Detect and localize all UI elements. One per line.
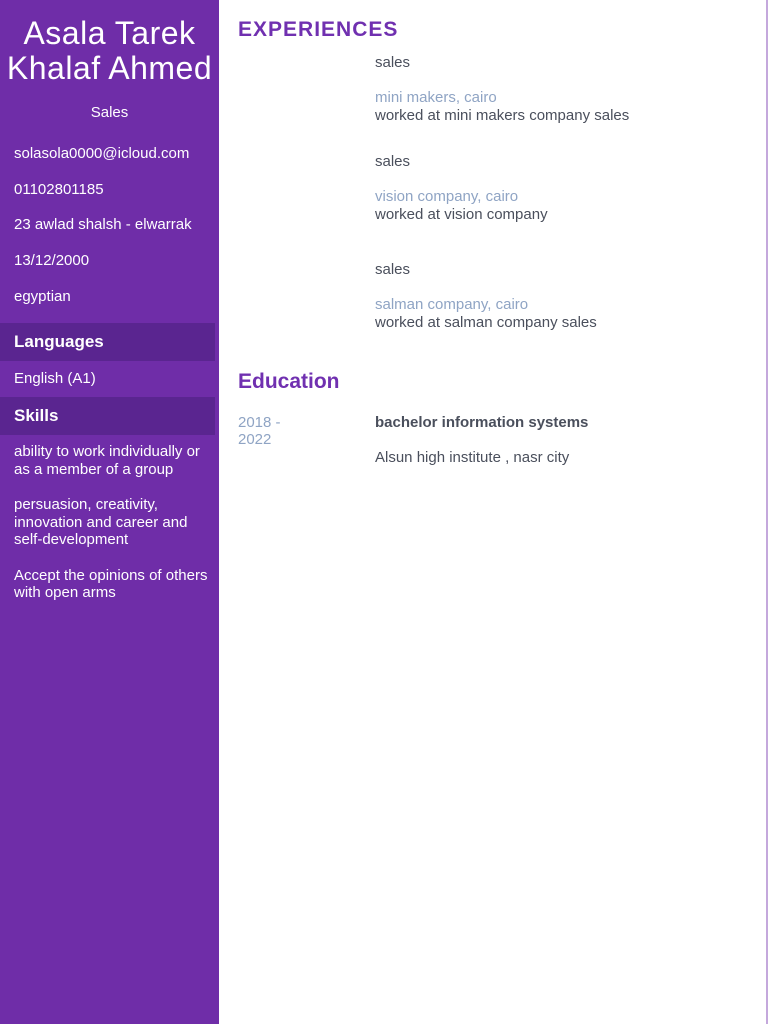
job-place: salman company, cairo xyxy=(375,296,529,313)
phone: 01102801185 xyxy=(14,180,104,198)
birthdate: 13/12/2000 xyxy=(14,252,90,270)
job-description: worked at salman company sales xyxy=(375,314,597,331)
education-degree: bachelor information systems xyxy=(375,414,589,431)
experiences-heading: EXPERIENCES xyxy=(238,18,399,41)
job-description: worked at vision company xyxy=(375,206,548,223)
experience-item xyxy=(375,261,766,332)
job-role: sales xyxy=(375,54,411,71)
main-content xyxy=(219,0,766,1024)
profile-name: Asala Tarek Khalaf Ahmed xyxy=(6,15,213,86)
nationality: egyptian xyxy=(14,287,71,305)
skills-heading: Skills xyxy=(0,397,215,435)
education-item xyxy=(219,414,766,474)
languages-heading: Languages xyxy=(0,323,215,361)
experience-item xyxy=(375,153,766,224)
education-school: Alsun high institute , nasr city xyxy=(375,449,570,466)
skill-item: persuasion, creativity, innovation and career and self-development xyxy=(14,496,188,549)
sidebar xyxy=(0,0,219,1024)
education-heading: Education xyxy=(238,370,340,393)
skill-item: Accept the opinions of others with open arms xyxy=(14,566,208,602)
language-item: English (A1) xyxy=(14,370,96,388)
address: 23 awlad shalsh - elwarrak xyxy=(14,216,192,234)
job-role: sales xyxy=(375,153,411,170)
skills-list xyxy=(0,435,219,602)
job-description: worked at mini makers company sales xyxy=(375,107,630,124)
contact-info xyxy=(0,145,219,323)
education-years: 2018 - 2022 xyxy=(238,414,281,448)
profile-role: Sales xyxy=(90,104,129,121)
job-place: vision company, cairo xyxy=(375,188,519,205)
skill-item: ability to work individually or as a member of a group xyxy=(14,443,200,478)
job-place: mini makers, cairo xyxy=(375,89,497,106)
email: solasola0000@icloud.com xyxy=(14,145,190,162)
job-role: sales xyxy=(375,261,411,278)
experience-item xyxy=(375,54,766,125)
